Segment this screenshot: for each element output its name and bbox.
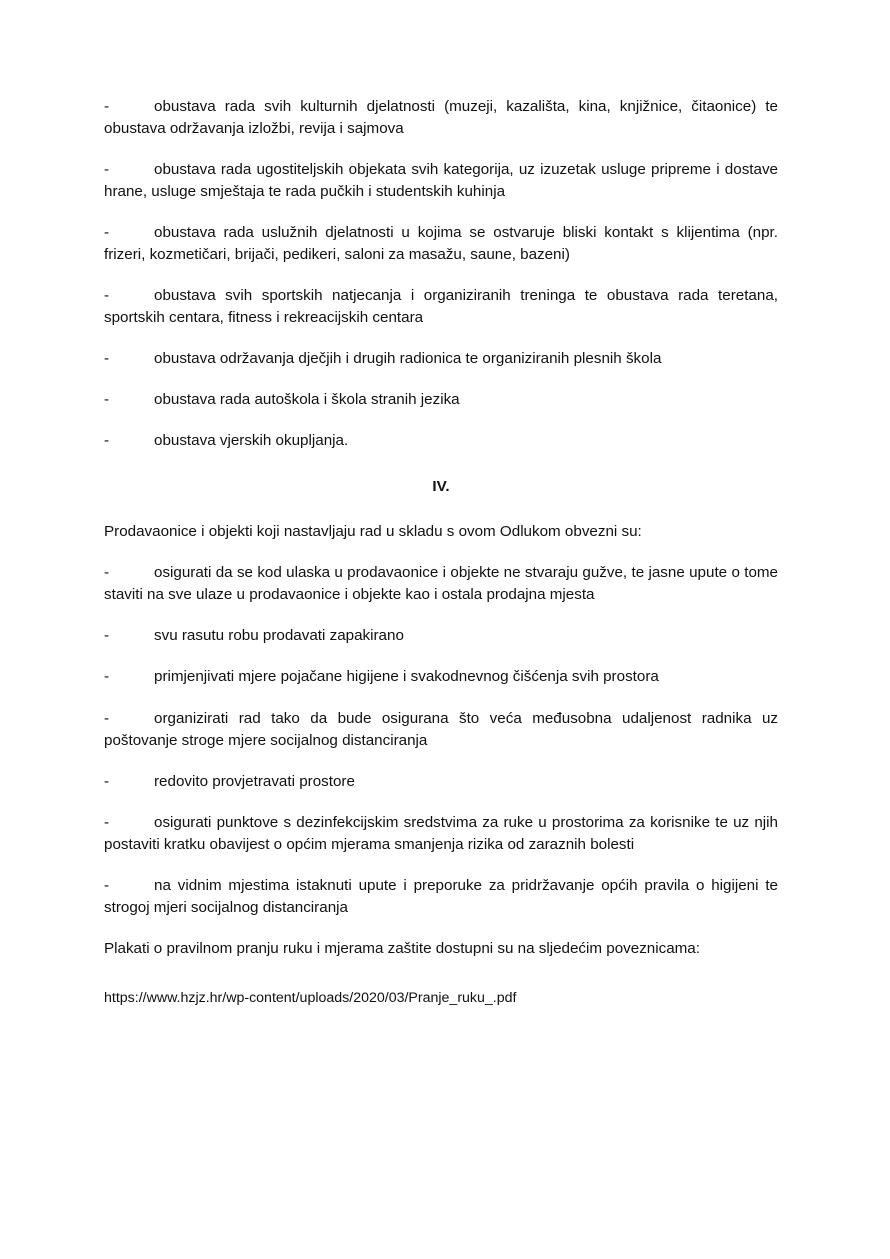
bullet-dash: - <box>104 287 110 305</box>
bullet-dash: - <box>104 98 110 115</box>
document-link[interactable]: https://www.hzjz.hr/wp-content/uploads/2020/03/Pranje_ruku_.pdf <box>104 989 517 1006</box>
list-item <box>104 348 778 370</box>
list-item-text: obustava rada autoškola i škola stranih jezika <box>154 391 460 409</box>
section-heading: IV. <box>432 478 450 496</box>
bullet-dash: - <box>104 627 110 645</box>
list-item <box>104 875 778 919</box>
list-item-text: obustava rada uslužnih djelatnosti u kojima se ostvaruje bliski kontakt s klijentima (npr. frizeri, kozmetičari, brijači, pedikeri, saloni za masažu, saune, bazeni) <box>104 224 778 264</box>
bullet-dash: - <box>104 813 110 831</box>
list-item <box>104 666 778 688</box>
bullet-dash: - <box>104 224 110 242</box>
bullet-dash: - <box>104 668 110 686</box>
list-item <box>104 389 778 411</box>
bullet-dash: - <box>104 350 110 368</box>
list-item <box>104 562 778 606</box>
bullet-dash: - <box>104 391 110 409</box>
bullet-dash: - <box>104 432 110 450</box>
list-item-text: obustava rada svih kulturnih djelatnosti (muzeji, kazališta, kina, knjižnice, čitaonice) te obustava održavanja izložbi, revija i sajmova <box>104 98 778 138</box>
bullet-dash: - <box>104 564 110 582</box>
document-body <box>104 96 778 1008</box>
list-item-text: redovito provjetravati prostore <box>154 772 355 790</box>
bullet-dash: - <box>104 709 110 727</box>
list-item <box>104 430 778 452</box>
list-item <box>104 96 778 140</box>
bullet-dash: - <box>104 772 110 790</box>
list-item <box>104 708 778 752</box>
list-item <box>104 222 778 266</box>
list-item-text: osigurati punktove s dezinfekcijskim sredstvima za ruke u prostorima za korisnike te uz njih postaviti kratku obavijest o općim mjerama smanjenja rizika od zaraznih bolesti <box>104 813 778 853</box>
list-item <box>104 285 778 329</box>
list-item-text: obustava vjerskih okupljanja. <box>154 432 349 450</box>
list-item <box>104 771 778 793</box>
bullet-dash: - <box>104 161 110 179</box>
list-item-text: osigurati da se kod ulaska u prodavaonice i objekte ne stvaraju gužve, te jasne upute o tome staviti na sve ulaze u prodavaonice i objekte kao i ostala prodajna mjesta <box>104 564 778 604</box>
closing-paragraph: Plakati o pravilnom pranju ruku i mjerama zaštite dostupni su na sljedećim poveznicama: <box>104 939 700 957</box>
list-item-text: na vidnim mjestima istaknuti upute i preporuke za pridržavanje općih pravila o higijeni te strogoj mjeri socijalnog distanciranja <box>104 876 778 916</box>
list-item-text: obustava održavanja dječjih i drugih radionica te organiziranih plesnih škola <box>154 350 662 368</box>
bullet-dash: - <box>104 876 110 894</box>
list-item-text: obustava svih sportskih natjecanja i organiziranih treninga te obustava rada teretana, sportskih centara, fitness i rekreacijskih centara <box>104 287 778 327</box>
list-item <box>104 159 778 203</box>
list-item-text: svu rasutu robu prodavati zapakirano <box>154 627 404 645</box>
intro-paragraph: Prodavaonice i objekti koji nastavljaju rad u skladu s ovom Odlukom obvezni su: <box>104 523 642 541</box>
list-item <box>104 625 778 647</box>
list-item-text: obustava rada ugostiteljskih objekata svih kategorija, uz izuzetak usluge pripreme i dostave hrane, usluge smještaja te rada pučkih i studentskih kuhinja <box>104 161 778 201</box>
list-item-text: organizirati rad tako da bude osigurana što veća međusobna udaljenost radnika uz poštovanje stroge mjere socijalnog distanciranja <box>104 709 778 749</box>
list-item-text: primjenjivati mjere pojačane higijene i svakodnevnog čišćenja svih prostora <box>154 668 659 686</box>
list-item <box>104 812 778 856</box>
